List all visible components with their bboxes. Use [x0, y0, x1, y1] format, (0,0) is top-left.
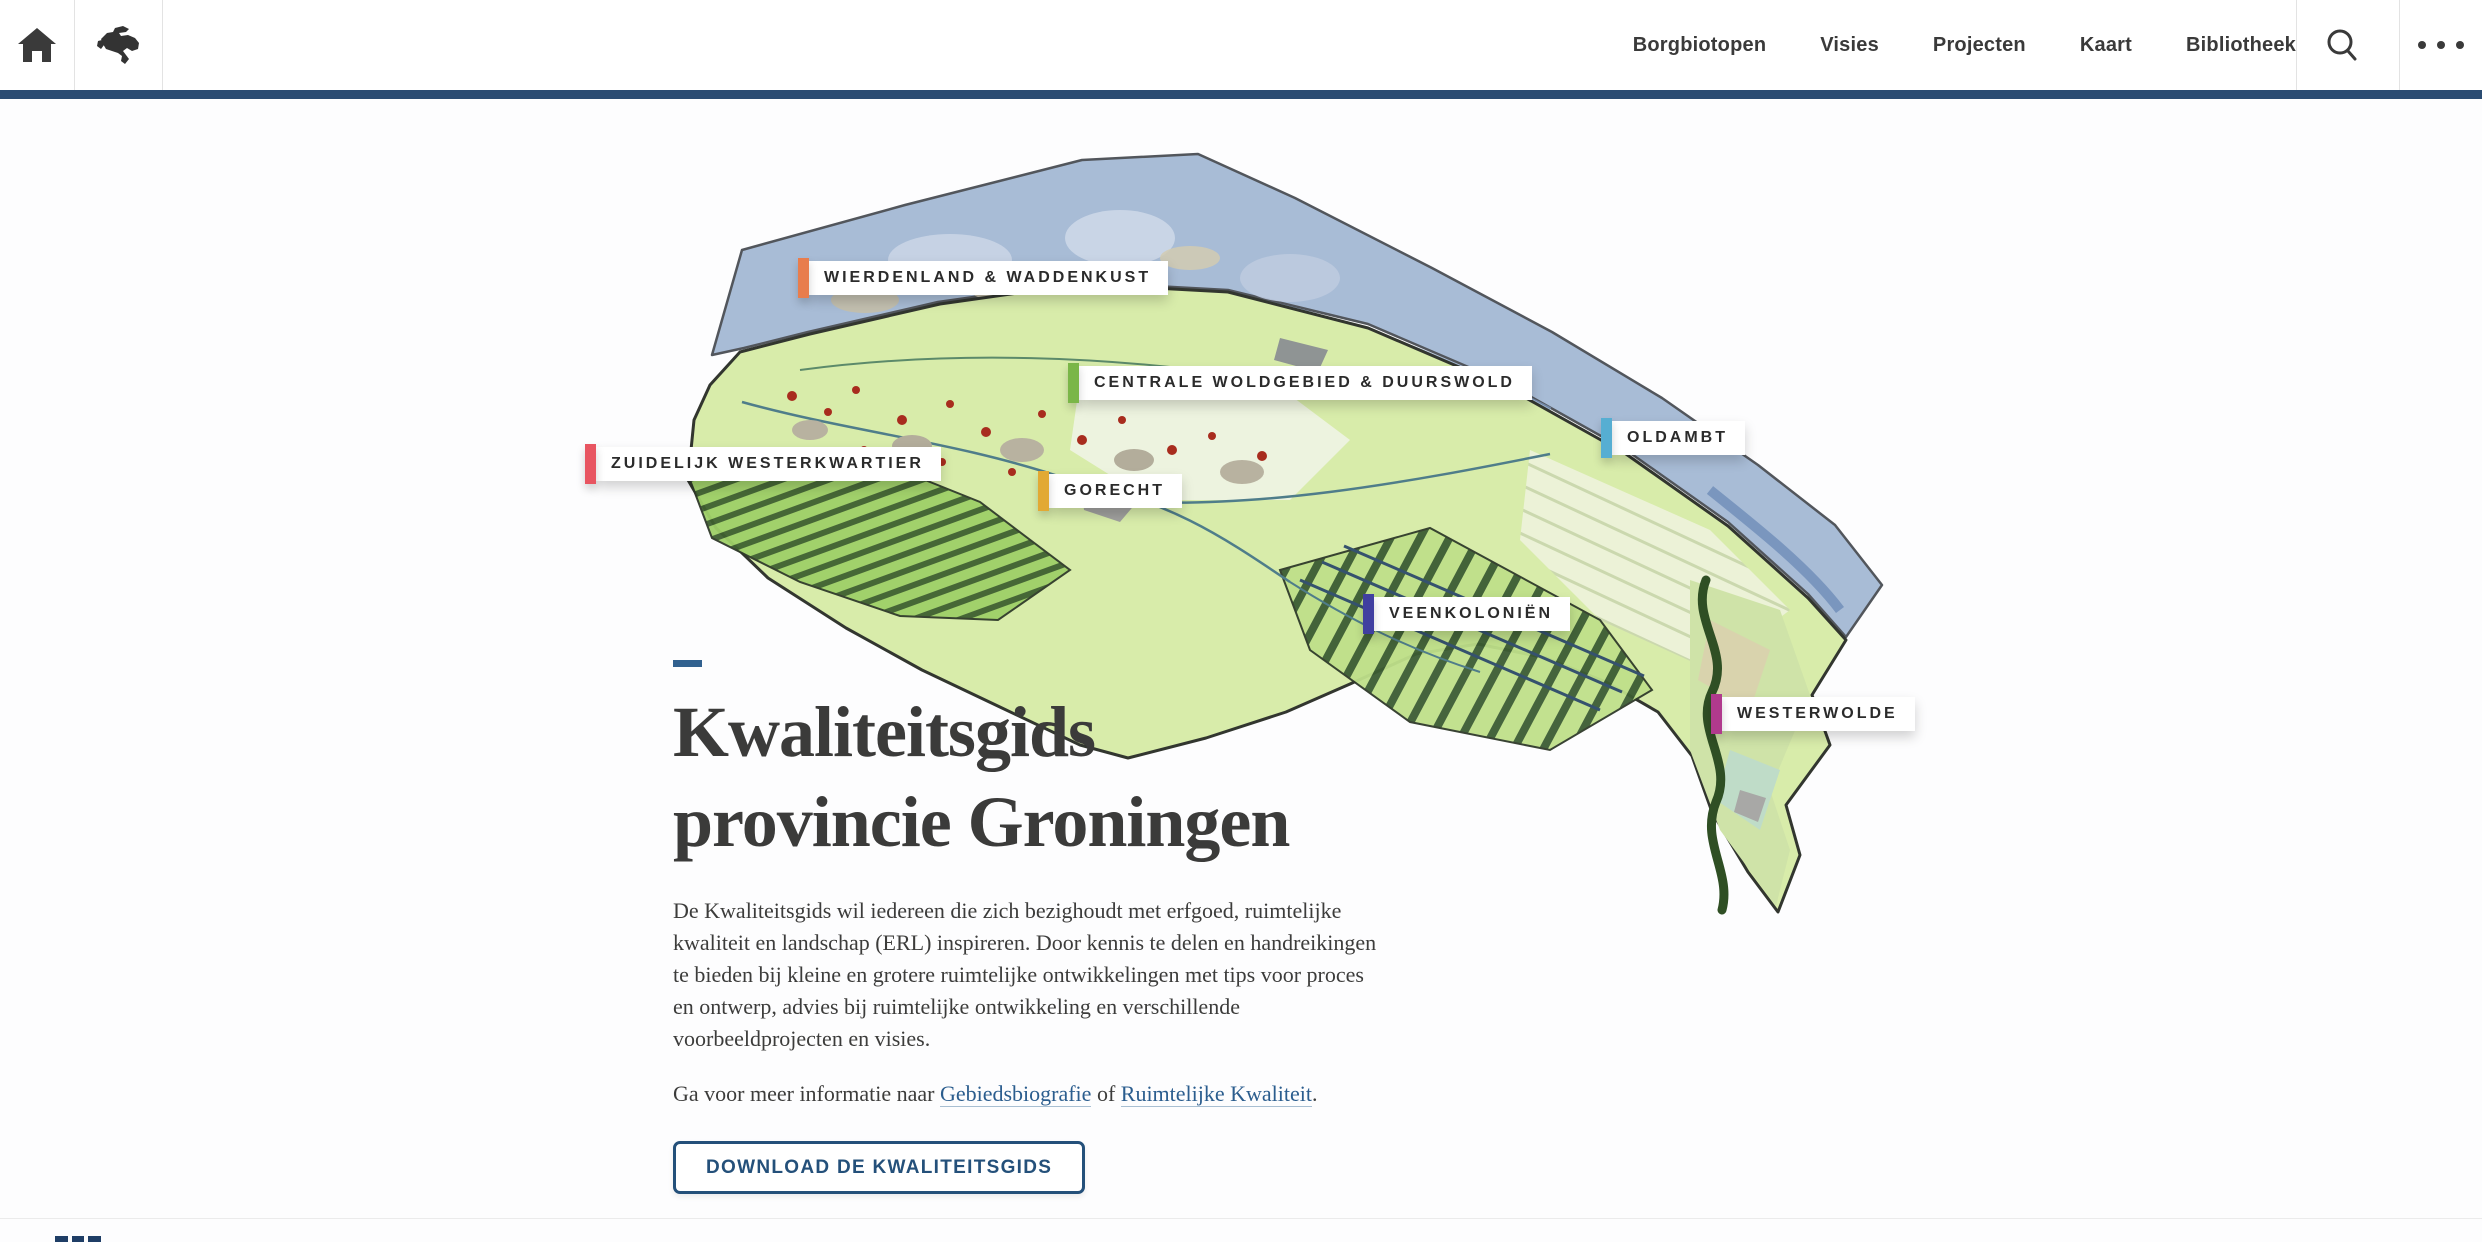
footer-logo-partial [55, 1236, 101, 1242]
region-color-tab [585, 444, 596, 484]
region-color-tab [1601, 418, 1612, 458]
more-options-button[interactable] [2400, 0, 2482, 90]
groningen-province-logo-icon [93, 23, 145, 67]
ellipsis-icon [2418, 41, 2464, 49]
region-wierdenland-waddenkust[interactable] [798, 261, 1168, 301]
search-button[interactable] [2297, 0, 2386, 90]
region-veenkolonien[interactable] [1363, 597, 1570, 637]
nav-item-bibliotheek[interactable]: Bibliotheek [2186, 33, 2296, 56]
link-ruimtelijke-kwaliteit[interactable]: Ruimtelijke Kwaliteit [1120, 1081, 1313, 1106]
header-divider [162, 0, 163, 90]
region-oldambt[interactable] [1601, 421, 1745, 461]
province-logo-button[interactable] [75, 0, 162, 90]
region-label[interactable]: GORECHT [1049, 474, 1182, 508]
title-accent-dash [673, 660, 702, 667]
region-label[interactable]: VEENKOLONIËN [1374, 597, 1570, 631]
intro-paragraph: De Kwaliteitsgids wil iedereen die zich bezighoudt met erfgoed, ruimtelijke kwaliteit en landschap (ERL) inspireren. Door kennis te delen en handreikingen te bieden bij kleine en grotere ruimtelijke ontwikkelingen met tips voor proces en ontwerp, advies bij ruimtelijke ontwikkeling en verschillende voorbeeldprojecten en visies. [673, 898, 1377, 1051]
hero-content [673, 660, 1388, 1194]
region-color-tab [1711, 694, 1722, 734]
header-divider [2296, 0, 2297, 90]
link-gebiedsbiografie[interactable]: Gebiedsbiografie [939, 1081, 1092, 1106]
home-icon [15, 25, 59, 65]
nav-item-borgbiotopen[interactable]: Borgbiotopen [1632, 33, 1767, 56]
region-westerwolde[interactable] [1711, 697, 1915, 737]
top-navigation-bar [0, 0, 2482, 90]
region-label[interactable]: ZUIDELIJK WESTERKWARTIER [596, 447, 941, 481]
nav-item-visies[interactable]: Visies [1820, 33, 1879, 56]
search-icon [2322, 25, 2362, 65]
header-divider [74, 0, 75, 90]
region-centrale-woldgebied-duurswold[interactable] [1068, 366, 1532, 406]
download-kwaliteitsgids-button[interactable]: DOWNLOAD DE KWALITEITSGIDS [673, 1141, 1085, 1194]
region-zuidelijk-westerkwartier[interactable] [585, 447, 941, 487]
region-label[interactable]: CENTRALE WOLDGEBIED & DUURSWOLD [1079, 366, 1532, 400]
main-nav [1633, 0, 2296, 90]
header-divider [2399, 0, 2400, 90]
region-color-tab [1068, 363, 1079, 403]
header-accent-bar [0, 90, 2482, 99]
region-label[interactable]: WIERDENLAND & WADDENKUST [809, 261, 1168, 295]
region-gorecht[interactable] [1038, 474, 1182, 514]
region-label[interactable]: OLDAMBT [1612, 421, 1745, 455]
more-info-line: Ga voor meer informatie naar Gebiedsbiografie of Ruimtelijke Kwaliteit. [673, 1081, 1318, 1106]
footer-divider [0, 1218, 2482, 1219]
region-label[interactable]: WESTERWOLDE [1722, 697, 1915, 731]
region-color-tab [798, 258, 809, 298]
page-title: Kwaliteitsgids provincie Groningen [673, 692, 1290, 862]
region-color-tab [1038, 471, 1049, 511]
nav-item-kaart[interactable]: Kaart [2079, 33, 2132, 56]
nav-item-projecten[interactable]: Projecten [1932, 33, 2026, 56]
home-button[interactable] [0, 0, 74, 90]
region-color-tab [1363, 594, 1374, 634]
